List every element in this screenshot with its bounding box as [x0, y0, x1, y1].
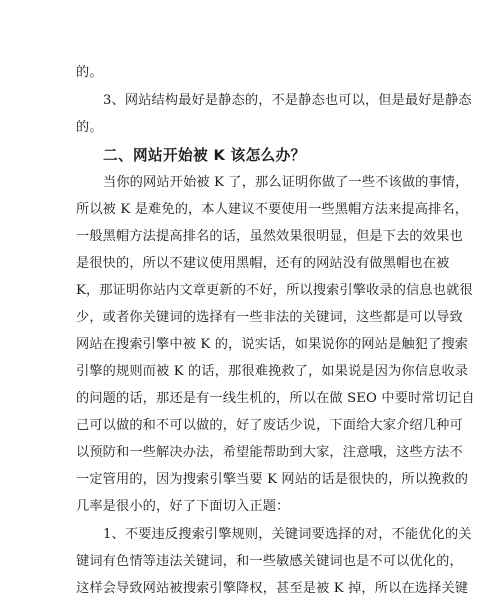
text-line: K，那证明你站内文章更新的不好，所以搜索引擎收录的信息也就很	[76, 283, 473, 298]
text-line: 几率是很小的，好了下面切入正题：	[76, 499, 290, 514]
text-line: 所以被 K 是难免的，本人建议不要使用一些黑帽方法来提高排名，	[76, 202, 469, 217]
text-line: 的。	[76, 120, 103, 135]
text-line: 一般黑帽方法提高排名的话，虽然效果很明显，但是下去的效果也	[76, 229, 463, 244]
text-line: 这样会导致网站被搜索引擎降权，甚至是被 K 掉，所以在选择关键	[76, 581, 469, 596]
text-line: 是很快的，所以不建议使用黑帽，还有的网站没有做黑帽也在被	[76, 256, 450, 271]
text-line: 一定管用的，因为搜索引擎当要 K 网站的话是很快的，所以挽救的	[76, 472, 469, 487]
text-line: 少，或者你关键词的选择有一些非法的关键词，这些都是可以导致	[76, 310, 463, 325]
text-line: 1、不要违反搜索引擎规则，关键词要选择的对，不能优化的关	[103, 527, 472, 542]
text-line: 当你的网站开始被 K 了，那么证明你做了一些不该做的事情，	[103, 175, 469, 190]
section-heading: 二、网站开始被 K 该怎么办？	[103, 147, 306, 164]
text-line: 以预防和一些解决办法，希望能帮助到大家，注意哦，这些方法不	[76, 445, 463, 460]
text-line: 的问题的话，那还是有一线生机的，所以在做 SEO 中要时常切记自	[76, 391, 475, 406]
text-line: 引擎的规则而被 K 的话，那很难挽救了，如果说是因为你信息收录	[76, 364, 469, 379]
text-line: 3、网站结构最好是静态的，不是静态也可以，但是最好是静态	[103, 93, 472, 108]
text-line: 的。	[76, 65, 103, 80]
text-line: 网站在搜索引擎中被 K 的，说实话，如果说你的网站是触犯了搜索	[76, 337, 469, 352]
text-line: 己可以做的和不可以做的，好了废话少说，下面给大家介绍几种可	[76, 418, 463, 433]
text-line: 键词有色情等违法关键词，和一些敏感关键词也是不可以优化的，	[76, 554, 463, 569]
